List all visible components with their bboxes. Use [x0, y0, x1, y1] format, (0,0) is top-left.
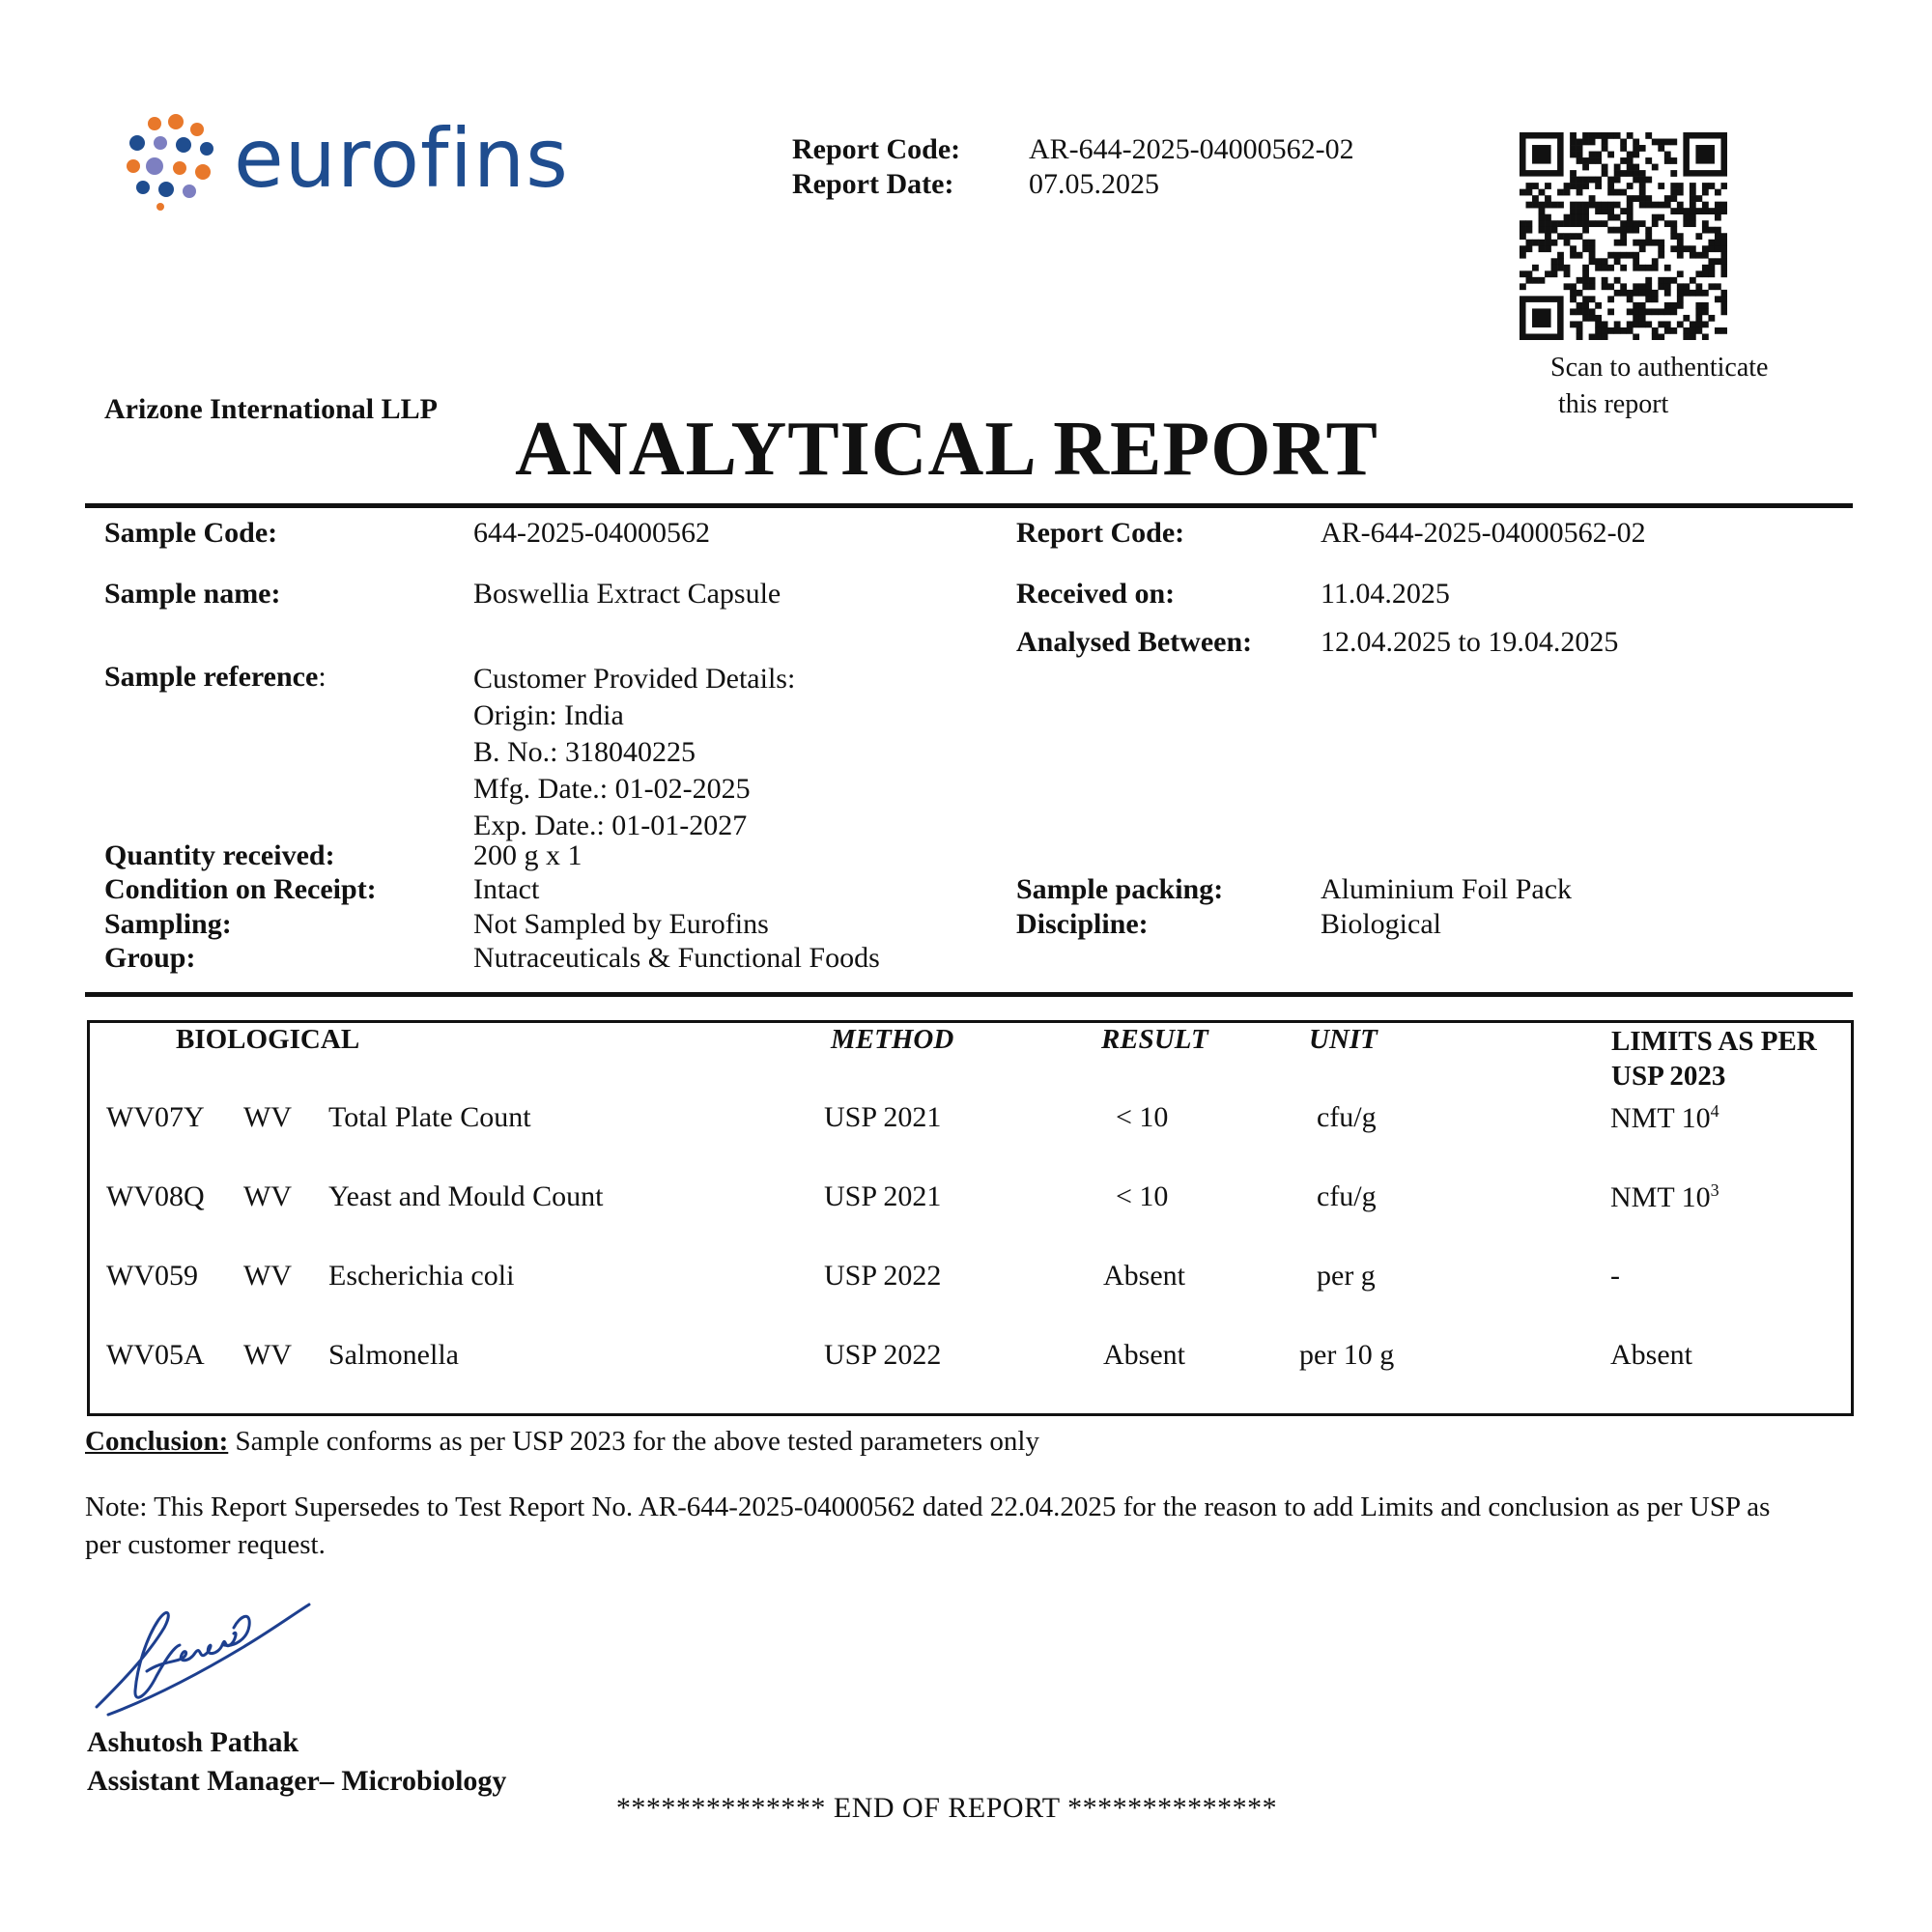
row-unit: cfu/g — [1317, 1101, 1377, 1133]
row-limit-base: NMT 10 — [1610, 1181, 1711, 1213]
row-code: WV07Y — [106, 1101, 205, 1133]
qr-caption-line-1: Scan to authenticate — [1550, 353, 1769, 383]
row-limit — [1610, 1339, 1692, 1372]
qr-caption-line-2: this report — [1558, 389, 1669, 419]
conclusion-text: Sample conforms as per USP 2023 for the above tested parameters only — [235, 1426, 1039, 1457]
sample-reference-line: Exp. Date.: 01-01-2027 — [473, 810, 748, 841]
qr-code-icon[interactable] — [1520, 132, 1727, 340]
row-method: USP 2022 — [824, 1260, 942, 1292]
row-type: WV — [243, 1180, 292, 1212]
report-code: AR-644-2025-04000562-02 — [1321, 517, 1646, 549]
row-method: USP 2021 — [824, 1180, 942, 1212]
row-result: < 10 — [1116, 1101, 1169, 1133]
row-result: Absent — [1103, 1260, 1185, 1292]
discipline-label: Discipline: — [1016, 908, 1149, 940]
report-title: ANALYTICAL REPORT — [515, 407, 1378, 492]
analysed-between: 12.04.2025 to 19.04.2025 — [1321, 626, 1619, 658]
row-test: Total Plate Count — [328, 1101, 531, 1133]
sample-packing-label: Sample packing: — [1016, 873, 1224, 905]
header-report-date-label: Report Date: — [792, 168, 954, 200]
row-result: Absent — [1103, 1339, 1185, 1371]
sampling-label: Sampling: — [104, 908, 232, 940]
quantity-received-label: Quantity received: — [104, 839, 335, 871]
header-limits-line-1: LIMITS AS PER — [1611, 1026, 1817, 1057]
sample-reference-colon: : — [318, 661, 327, 693]
eurofins-logo — [126, 111, 570, 211]
conclusion — [85, 1426, 1039, 1458]
row-unit: per 10 g — [1299, 1339, 1395, 1371]
end-of-report: ************** END OF REPORT ************** — [615, 1792, 1278, 1824]
row-limit-base: NMT 10 — [1610, 1102, 1711, 1134]
row-unit: cfu/g — [1317, 1180, 1377, 1212]
sample-code: 644-2025-04000562 — [473, 517, 710, 549]
row-type: WV — [243, 1260, 292, 1292]
title-divider — [85, 503, 1853, 508]
customer-name: Arizone International LLP — [104, 393, 438, 425]
header-report-code-label: Report Code: — [792, 133, 961, 165]
header-report-code: AR-644-2025-04000562-02 — [1029, 133, 1354, 165]
received-on-label: Received on: — [1016, 578, 1176, 610]
row-code: WV059 — [106, 1260, 198, 1292]
row-result: < 10 — [1116, 1180, 1169, 1212]
condition: Intact — [473, 873, 540, 905]
conclusion-label: Conclusion: — [85, 1426, 229, 1457]
details-divider — [85, 992, 1853, 997]
sample-reference-label: Sample reference — [104, 661, 319, 693]
quantity-received: 200 g x 1 — [473, 839, 582, 871]
row-type: WV — [243, 1101, 292, 1133]
header-method: METHOD — [831, 1024, 954, 1055]
sample-reference — [473, 661, 795, 844]
report-code-label: Report Code: — [1016, 517, 1185, 549]
row-test: Escherichia coli — [328, 1260, 515, 1292]
condition-label: Condition on Receipt: — [104, 873, 377, 905]
signer-title: Assistant Manager– Microbiology — [87, 1765, 507, 1797]
sample-reference-line: Mfg. Date.: 01-02-2025 — [473, 773, 751, 805]
row-limit — [1610, 1260, 1620, 1293]
row-test: Salmonella — [328, 1339, 459, 1371]
discipline: Biological — [1321, 908, 1441, 940]
row-code: WV05A — [106, 1339, 205, 1371]
sampling: Not Sampled by Eurofins — [473, 908, 769, 940]
sample-reference-line: Origin: India — [473, 699, 624, 731]
header-report-date: 07.05.2025 — [1029, 168, 1159, 200]
group: Nutraceuticals & Functional Foods — [473, 942, 880, 974]
group-label: Group: — [104, 942, 196, 974]
signer-name: Ashutosh Pathak — [87, 1726, 299, 1758]
received-on: 11.04.2025 — [1321, 578, 1450, 610]
row-type: WV — [243, 1339, 292, 1371]
header-result: RESULT — [1101, 1024, 1208, 1055]
header-limits — [1611, 1024, 1817, 1094]
row-unit: per g — [1317, 1260, 1376, 1292]
analysed-between-label: Analysed Between: — [1016, 626, 1253, 658]
eurofins-logo-mark-icon — [126, 114, 222, 211]
sample-reference-label-group — [104, 661, 327, 694]
row-method: USP 2022 — [824, 1339, 942, 1371]
supersede-note: Note: This Report Supersedes to Test Report No. AR-644-2025-04000562 dated 22.04.2025 for the reason to add Limits and conclusion as per USP as per customer request. — [85, 1492, 1771, 1560]
row-limit-base: Absent — [1610, 1339, 1692, 1371]
row-limit-base: - — [1610, 1260, 1620, 1292]
header-unit: UNIT — [1309, 1024, 1378, 1055]
row-method: USP 2021 — [824, 1101, 942, 1133]
row-code: WV08Q — [106, 1180, 205, 1212]
sample-name-label: Sample name: — [104, 578, 281, 610]
row-limit-exponent: 4 — [1710, 1101, 1719, 1121]
signature-image — [89, 1570, 311, 1724]
row-test: Yeast and Mould Count — [328, 1180, 604, 1212]
sample-reference-line: B. No.: 318040225 — [473, 736, 696, 768]
sample-code-label: Sample Code: — [104, 517, 278, 549]
header-limits-line-2: USP 2023 — [1611, 1061, 1726, 1092]
sample-packing: Aluminium Foil Pack — [1321, 873, 1573, 905]
row-limit-exponent: 3 — [1710, 1180, 1719, 1200]
sample-reference-line: Customer Provided Details: — [473, 663, 796, 695]
sample-name: Boswellia Extract Capsule — [473, 578, 781, 610]
row-limit — [1610, 1180, 1719, 1214]
eurofins-wordmark: eurofins — [234, 111, 569, 206]
row-limit — [1610, 1101, 1719, 1135]
header-biological: BIOLOGICAL — [176, 1024, 360, 1055]
